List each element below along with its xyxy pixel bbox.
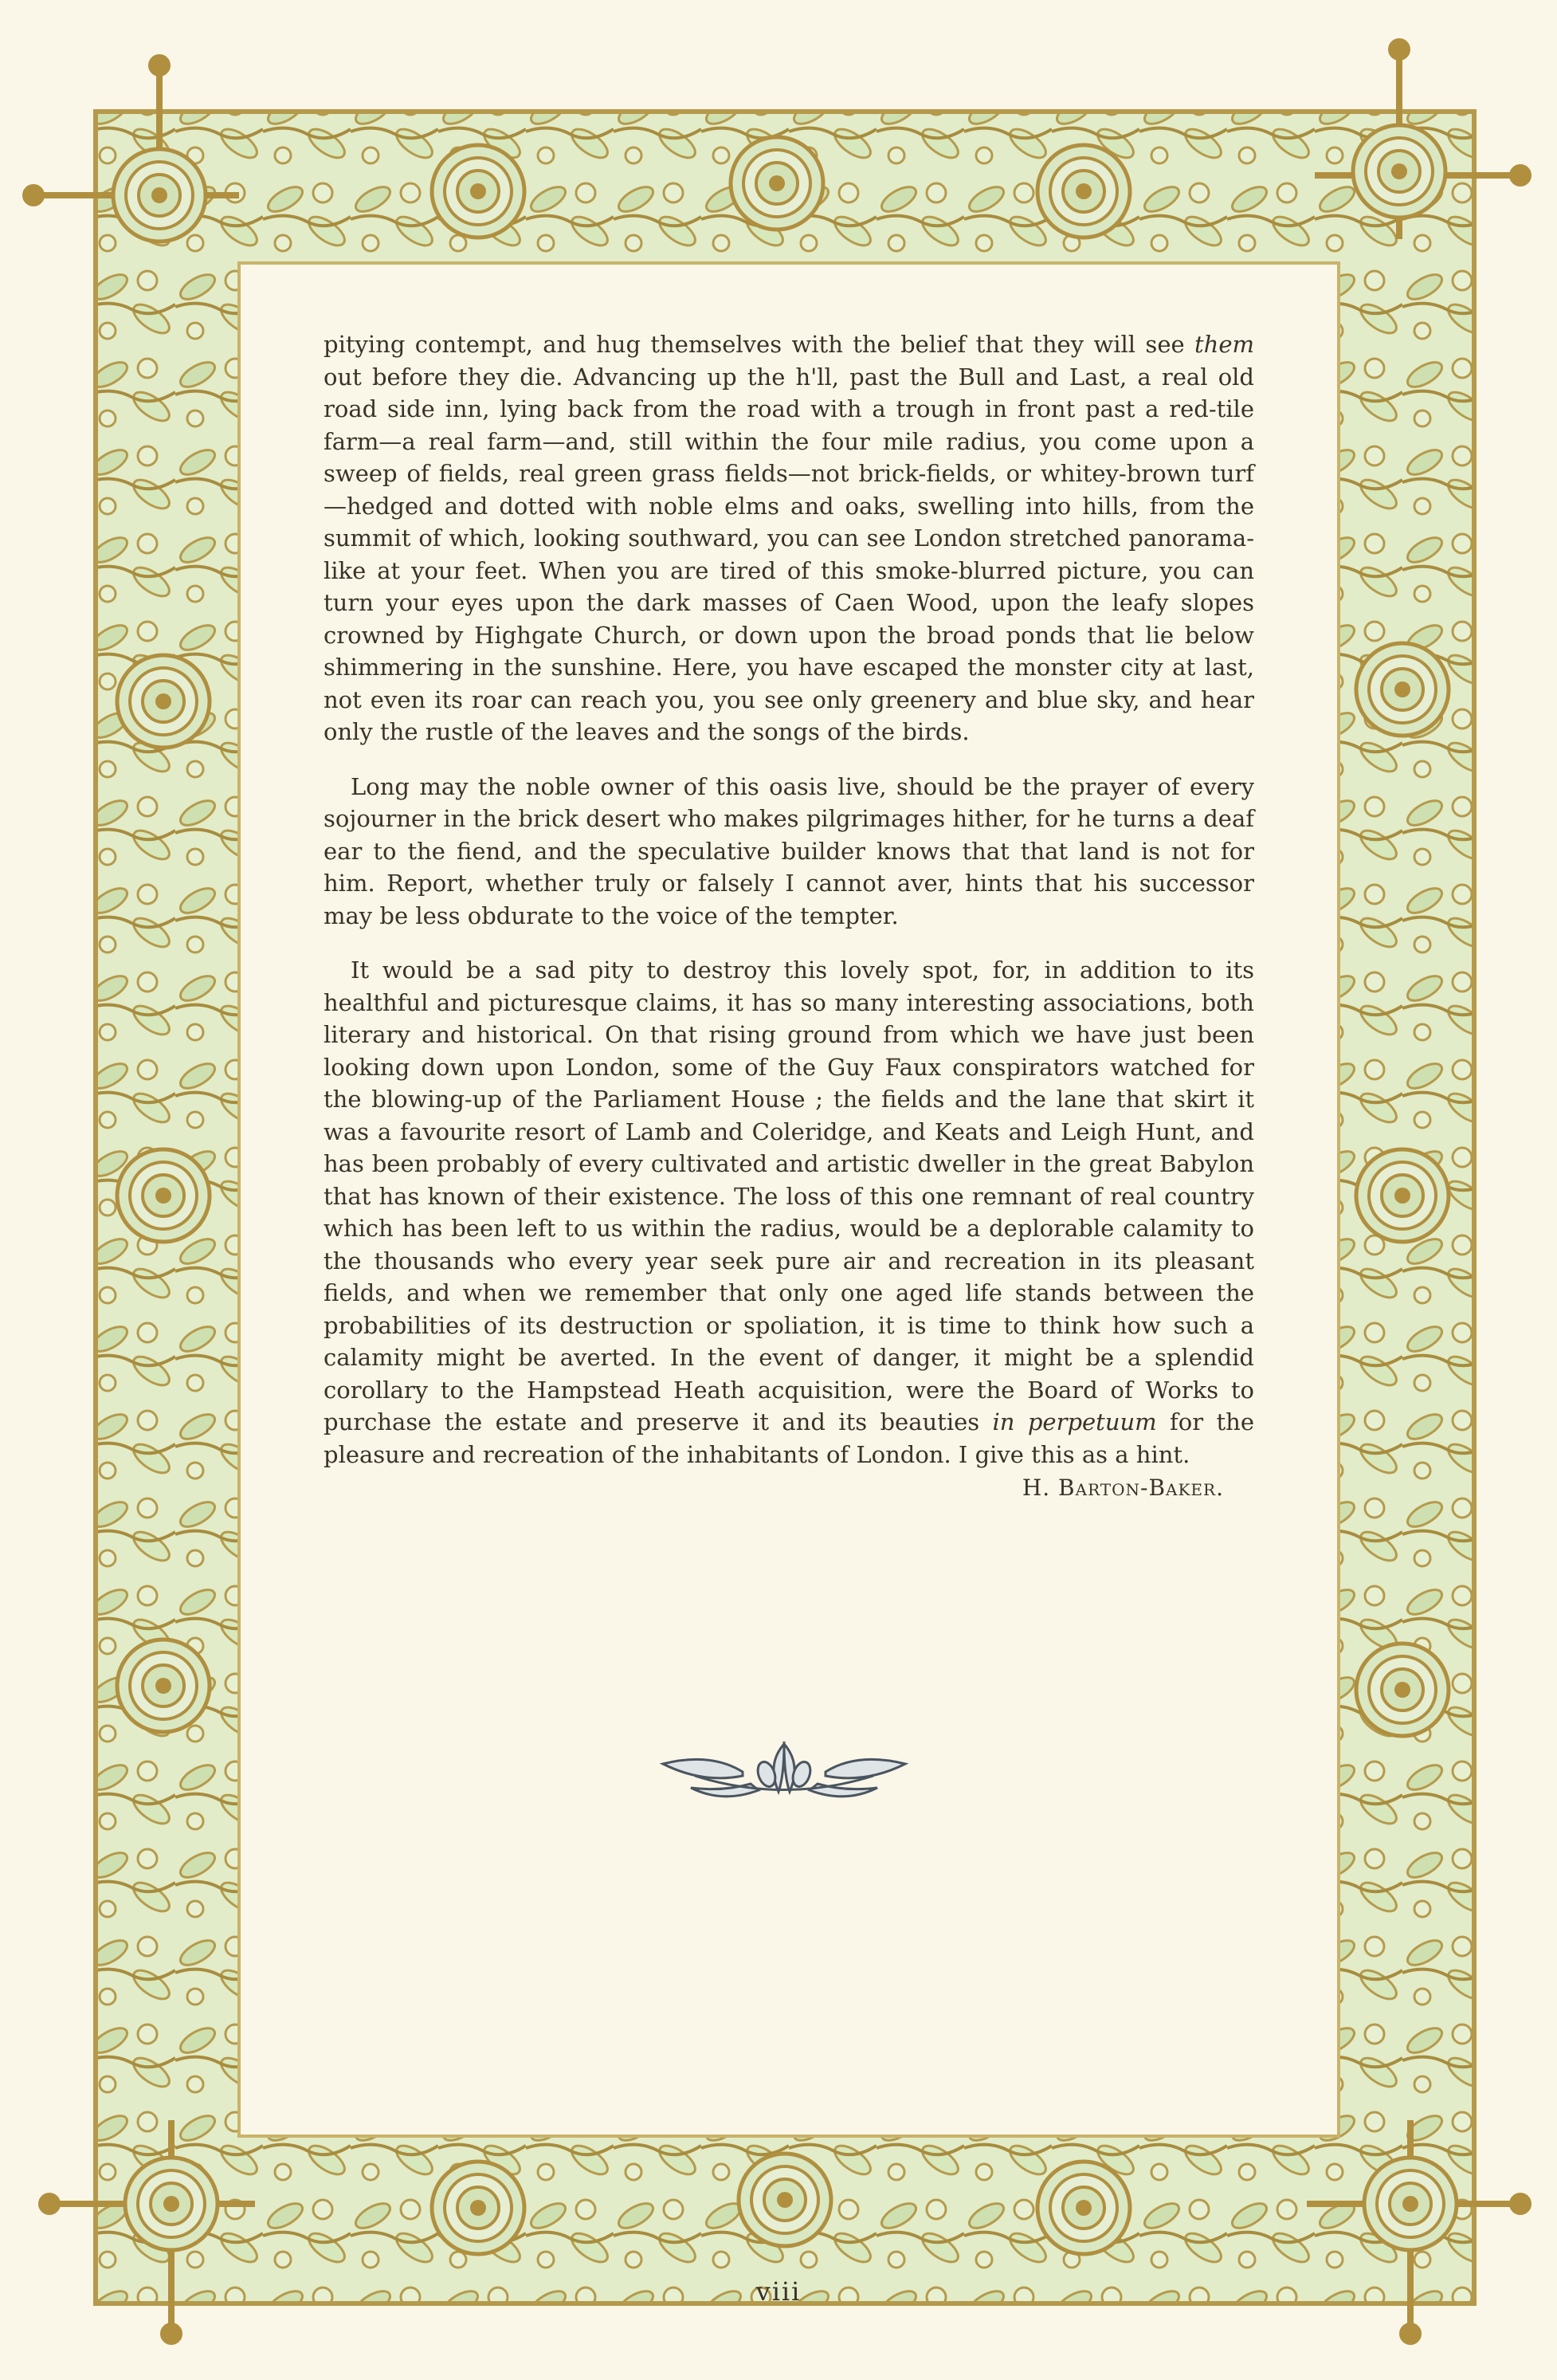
paragraph-2: Long may the noble owner of this oasis live, should be the prayer of every sojourner in the brick desert who makes pilgrimages hither, for he turns a deaf ear to the fiend, and the speculative builder knows that that land is not for him. Report, whether truly or falsely I cannot aver, hints that his successor may be less obdurate to the voice of the tempter.: [324, 772, 1254, 929]
page-number: viii: [755, 2276, 802, 2307]
emphasis-them: them: [1194, 331, 1254, 358]
emphasis-in-perpetuum: in perpetuum: [992, 1408, 1157, 1435]
snowdrop-ornament-icon: [647, 1728, 921, 1808]
paragraph-3: It would be a sad pity to destroy this lovely spot, for, in addition to its healthful and picturesque claims, it has so many interesting associations, both literary and historical. On that rising ground from which we have just been looking down upon London, some of the Guy Faux conspirators watched for the blowing-up of the Parliament House ; the fields and the lane that skirt it was a favourite resort of Lamb and Coleridge, and Keats and Leigh Hunt, and has been probably of every cultivated and artistic dweller in the great Babylon that has known of their existence. The loss of this one remnant of real country which has been left to us within the radius, would be a deplorable calamity to the thousands who every year seek pure air and recreation in its pleasant fields, and when we remember that only one aged life stands between the probabilities of its destruction or spoliation, it is time to think how such a calamity might be averted. In the event of danger, it might be a splendid corollary to the Hampstead Heath acquisition, were the Board of Works to purchase the estate and preserve it and its beauties in perpetuum for the pleasure and recreation of the inhabitants of London. I give this as a hint.: [324, 956, 1254, 1468]
paragraph-1: pitying contempt, and hug themselves with the belief that they will see them out before they die. Advancing up the h'll, past the Bull and Last, a real old road side inn, lying back from the road with a trough in front past a red-tile farm—a real farm—and, still within the four mile radius, you come upon a sweep of fields, real green grass fields—not brick-fields, or whitey-brown turf—hedged and dotted with noble elms and oaks, swelling into hills, from the summit of which, looking southward, you can see London stretched panorama-like at your feet. When you are tired of this smoke-blurred picture, you can turn your eyes upon the dark masses of Caen Wood, upon the leafy slopes crowned by Highgate Church, or down upon the broad ponds that lie below shimmering in the sunshine. Here, you have escaped the monster city at last, not even its roar can reach you, you see only greenery and blue sky, and hear only the rustle of the leaves and the songs of the birds.: [324, 331, 1254, 745]
article-body: [324, 328, 1254, 1493]
author-signature: H. Barton-Baker.: [1022, 1475, 1224, 1501]
